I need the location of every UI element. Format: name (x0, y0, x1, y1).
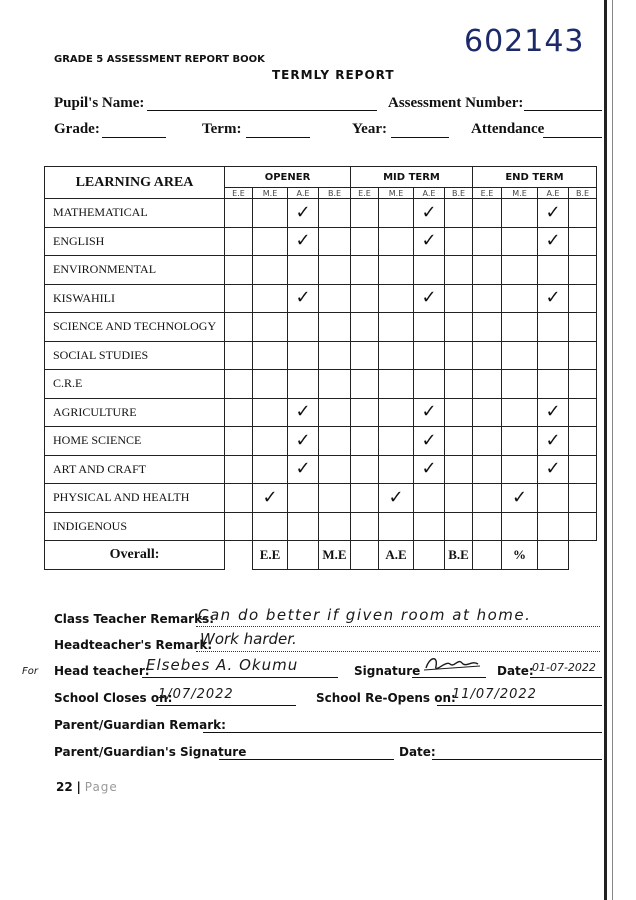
grade-cell[interactable] (225, 313, 253, 342)
grade-cell[interactable] (253, 256, 288, 285)
level-header-1-1: M.E (379, 188, 414, 199)
grade-cell[interactable] (538, 370, 569, 399)
grade-cell[interactable] (253, 398, 288, 427)
grade-cell[interactable] (569, 199, 597, 228)
grade-cell[interactable] (445, 227, 473, 256)
check-mark-icon: ✓ (421, 401, 437, 423)
grade-cell[interactable] (288, 284, 319, 313)
overall-row (45, 541, 597, 570)
grade-cell[interactable] (351, 484, 379, 513)
attendance-field[interactable] (543, 137, 602, 138)
grade-cell[interactable] (569, 341, 597, 370)
grade-cell[interactable] (414, 199, 445, 228)
grade-cell[interactable] (473, 199, 502, 228)
headteacher-remark-label: Headteacher's Remark: (54, 638, 213, 652)
grade-cell[interactable] (319, 256, 351, 285)
handwritten-reference-number: 602143 (464, 24, 585, 59)
level-header-1-2: A.E (414, 188, 445, 199)
grade-cell[interactable] (473, 427, 502, 456)
learning-area-name: AGRICULTURE (45, 398, 225, 427)
overall-me-box[interactable] (351, 541, 379, 570)
learning-area-name: KISWAHILI (45, 284, 225, 313)
grade-cell[interactable] (225, 455, 253, 484)
grade-cell[interactable] (319, 284, 351, 313)
grade-cell[interactable] (445, 484, 473, 513)
grade-cell[interactable] (502, 370, 538, 399)
grade-cell[interactable] (253, 484, 288, 513)
grade-cell[interactable] (225, 199, 253, 228)
overall-be: B.E (445, 541, 473, 570)
table-row (45, 313, 597, 342)
grade-cell[interactable] (538, 484, 569, 513)
grade-cell[interactable] (538, 284, 569, 313)
parent-date-label: Date: (399, 745, 436, 759)
table-row (45, 227, 597, 256)
grade-cell[interactable] (445, 398, 473, 427)
grade-cell[interactable] (379, 284, 414, 313)
check-mark-icon: ✓ (295, 429, 311, 451)
grade-cell[interactable] (502, 199, 538, 228)
grade-cell[interactable] (538, 341, 569, 370)
grade-cell[interactable] (414, 227, 445, 256)
learning-area-name: ENGLISH (45, 227, 225, 256)
grade-cell[interactable] (379, 512, 414, 541)
grade-cell[interactable] (414, 398, 445, 427)
grade-cell[interactable] (473, 227, 502, 256)
opener-header: OPENER (225, 167, 351, 188)
grade-cell[interactable] (473, 455, 502, 484)
level-header-2-2: A.E (538, 188, 569, 199)
grade-cell[interactable] (445, 427, 473, 456)
page-word: Page (84, 780, 118, 794)
grade-cell[interactable] (502, 313, 538, 342)
overall-me: M.E (319, 541, 351, 570)
report-title: TERMLY REPORT (272, 68, 395, 82)
grade-cell[interactable] (538, 199, 569, 228)
level-header-0-3: B.E (319, 188, 351, 199)
learning-area-name: C.R.E (45, 370, 225, 399)
grade-cell[interactable] (379, 484, 414, 513)
check-mark-icon: ✓ (421, 201, 437, 223)
grade-cell[interactable] (538, 427, 569, 456)
grade-cell[interactable] (351, 341, 379, 370)
grade-cell[interactable] (414, 484, 445, 513)
grade-cell[interactable] (319, 227, 351, 256)
grade-field[interactable] (102, 137, 166, 138)
term-field[interactable] (246, 137, 310, 138)
learning-area-name: PHYSICAL AND HEALTH (45, 484, 225, 513)
grade-cell[interactable] (379, 455, 414, 484)
overall-ae-box[interactable] (414, 541, 445, 570)
check-mark-icon: ✓ (295, 401, 311, 423)
level-header-1-0: E.E (351, 188, 379, 199)
overall-ae: A.E (379, 541, 414, 570)
signature-mark (422, 654, 482, 676)
overall-ee: E.E (253, 541, 288, 570)
head-teacher-label: Head teacher: (54, 664, 150, 678)
grade-cell[interactable] (351, 370, 379, 399)
grade-cell[interactable] (379, 370, 414, 399)
grade-cell[interactable] (319, 199, 351, 228)
grade-cell[interactable] (351, 398, 379, 427)
grade-cell[interactable] (414, 313, 445, 342)
date-line (530, 677, 602, 678)
check-mark-icon: ✓ (295, 287, 311, 309)
check-mark-icon: ✓ (421, 230, 437, 252)
level-header-2-0: E.E (473, 188, 502, 199)
grade-cell[interactable] (351, 313, 379, 342)
grade-cell[interactable] (351, 427, 379, 456)
learning-area-header: LEARNING AREA (45, 167, 225, 199)
grade-cell[interactable] (379, 427, 414, 456)
date-value[interactable]: 01-07-2022 (532, 661, 596, 674)
grade-cell[interactable] (473, 398, 502, 427)
grade-cell[interactable] (225, 484, 253, 513)
year-label: Year: (352, 121, 387, 137)
page-edge (604, 0, 607, 900)
grade-cell[interactable] (538, 256, 569, 285)
overall-label: Overall: (45, 541, 225, 570)
end-term-header: END TERM (473, 167, 597, 188)
assessment-number-field[interactable] (524, 110, 602, 111)
table-row (45, 427, 597, 456)
grade-cell[interactable] (445, 199, 473, 228)
grade-cell[interactable] (225, 427, 253, 456)
overall-percent: % (502, 541, 538, 570)
book-title: GRADE 5 ASSESSMENT REPORT BOOK (54, 54, 265, 65)
grade-cell[interactable] (288, 313, 319, 342)
parent-signature-label: Parent/Guardian's Signature (54, 745, 247, 759)
grade-cell[interactable] (538, 512, 569, 541)
grade-cell[interactable] (414, 256, 445, 285)
check-mark-icon: ✓ (295, 230, 311, 252)
grade-cell[interactable] (473, 512, 502, 541)
grade-cell[interactable] (319, 512, 351, 541)
pupil-name-field[interactable] (147, 110, 377, 111)
class-teacher-remarks-value[interactable]: Can do better if given room at home. (198, 606, 532, 624)
school-reopens-value[interactable]: 11/07/2022 (452, 687, 537, 702)
attendance-label: Attendance (471, 121, 545, 137)
grade-cell[interactable] (351, 227, 379, 256)
check-mark-icon: ✓ (511, 486, 528, 508)
check-mark-icon: ✓ (295, 458, 311, 480)
grade-cell[interactable] (569, 512, 597, 541)
grade-cell[interactable] (502, 455, 538, 484)
grade-cell[interactable] (288, 256, 319, 285)
page-footer (56, 780, 118, 794)
grade-cell[interactable] (253, 455, 288, 484)
grade-cell[interactable] (319, 370, 351, 399)
parent-date-field[interactable] (432, 759, 602, 760)
learning-area-name: SOCIAL STUDIES (45, 341, 225, 370)
grade-cell[interactable] (379, 398, 414, 427)
signature-line (412, 677, 486, 678)
grade-cell[interactable] (253, 313, 288, 342)
head-teacher-name[interactable]: Elsebes A. Okumu (146, 656, 299, 674)
overall-be-box[interactable] (473, 541, 502, 570)
grade-cell[interactable] (502, 256, 538, 285)
check-mark-icon: ✓ (545, 429, 561, 451)
parent-signature-field[interactable] (219, 759, 394, 760)
grade-cell[interactable] (502, 227, 538, 256)
grade-cell[interactable] (225, 227, 253, 256)
grade-cell[interactable] (538, 398, 569, 427)
overall-percent-box[interactable] (538, 541, 569, 570)
grade-cell[interactable] (225, 398, 253, 427)
signature-label: Signature (354, 664, 421, 678)
grade-cell[interactable] (473, 313, 502, 342)
grade-cell[interactable] (379, 199, 414, 228)
learning-area-name: INDIGENOUS (45, 512, 225, 541)
grade-cell[interactable] (351, 512, 379, 541)
grade-cell[interactable] (502, 512, 538, 541)
learning-area-name: ENVIRONMENTAL (45, 256, 225, 285)
grade-cell[interactable] (253, 227, 288, 256)
school-closes-value[interactable]: 1/07/2022 (158, 687, 234, 702)
term-label: Term: (202, 121, 242, 137)
grade-cell[interactable] (351, 199, 379, 228)
parent-remark-label: Parent/Guardian Remark: (54, 718, 226, 732)
school-closes-line (156, 705, 296, 706)
grade-cell[interactable] (319, 455, 351, 484)
grade-cell[interactable] (288, 227, 319, 256)
grade-cell[interactable] (288, 341, 319, 370)
grade-cell[interactable] (225, 370, 253, 399)
check-mark-icon: ✓ (545, 230, 561, 252)
grade-cell[interactable] (351, 284, 379, 313)
class-teacher-remarks-label: Class Teacher Remarks: (54, 612, 215, 626)
grade-cell[interactable] (445, 370, 473, 399)
headteacher-remark-value[interactable]: Work harder. (200, 630, 297, 648)
grade-cell[interactable] (288, 427, 319, 456)
parent-remark-field[interactable] (203, 732, 602, 733)
table-row (45, 256, 597, 285)
table-row (45, 284, 597, 313)
grade-cell[interactable] (569, 484, 597, 513)
grade-cell[interactable] (225, 256, 253, 285)
grade-cell[interactable] (225, 341, 253, 370)
grade-cell[interactable] (445, 313, 473, 342)
grade-cell[interactable] (538, 227, 569, 256)
check-mark-icon: ✓ (388, 486, 404, 508)
grade-cell[interactable] (288, 512, 319, 541)
level-header-2-1: M.E (502, 188, 538, 199)
table-row (45, 370, 597, 399)
level-header-0-1: M.E (253, 188, 288, 199)
grade-cell[interactable] (414, 370, 445, 399)
class-teacher-remarks-line (196, 626, 600, 627)
grade-cell[interactable] (569, 313, 597, 342)
grade-cell[interactable] (379, 313, 414, 342)
grade-cell[interactable] (253, 427, 288, 456)
check-mark-icon: ✓ (421, 429, 437, 451)
table-row (45, 341, 597, 370)
grade-cell[interactable] (473, 484, 502, 513)
year-field[interactable] (391, 137, 449, 138)
headteacher-remark-line (196, 651, 600, 652)
grade-cell[interactable] (473, 284, 502, 313)
table-row (45, 199, 597, 228)
grade-cell[interactable] (502, 398, 538, 427)
grade-cell[interactable] (414, 455, 445, 484)
grade-cell[interactable] (569, 398, 597, 427)
grade-cell[interactable] (225, 284, 253, 313)
grade-cell[interactable] (253, 199, 288, 228)
page-separator: | (76, 780, 81, 794)
grade-cell[interactable] (538, 313, 569, 342)
head-teacher-line (142, 677, 338, 678)
table-row (45, 484, 597, 513)
level-header-0-2: A.E (288, 188, 319, 199)
page-number: 22 (56, 780, 73, 794)
grade-cell[interactable] (225, 512, 253, 541)
grade-cell[interactable] (319, 313, 351, 342)
check-mark-icon: ✓ (545, 201, 561, 223)
grade-cell[interactable] (569, 455, 597, 484)
check-mark-icon: ✓ (262, 486, 278, 508)
learning-area-name: HOME SCIENCE (45, 427, 225, 456)
level-header-2-3: B.E (569, 188, 597, 199)
grade-cell[interactable] (319, 398, 351, 427)
grade-cell[interactable] (502, 284, 538, 313)
table-row (45, 398, 597, 427)
level-header-1-3: B.E (445, 188, 473, 199)
grade-cell[interactable] (502, 427, 538, 456)
learning-area-name: MATHEMATICAL (45, 199, 225, 228)
grade-cell[interactable] (569, 256, 597, 285)
mid-term-header: MID TERM (351, 167, 473, 188)
check-mark-icon: ✓ (295, 201, 311, 223)
grade-cell[interactable] (414, 427, 445, 456)
check-mark-icon: ✓ (545, 287, 561, 309)
grade-cell[interactable] (473, 341, 502, 370)
grade-cell[interactable] (379, 227, 414, 256)
pupil-name-label: Pupil's Name: (54, 95, 145, 111)
grade-cell[interactable] (288, 484, 319, 513)
grade-cell[interactable] (445, 455, 473, 484)
grade-cell[interactable] (445, 341, 473, 370)
school-reopens-label: School Re-Opens on: (316, 691, 456, 705)
level-header-0-0: E.E (225, 188, 253, 199)
page-edge-shadow (612, 0, 613, 900)
grade-cell[interactable] (288, 199, 319, 228)
grade-cell[interactable] (414, 341, 445, 370)
grade-cell[interactable] (319, 427, 351, 456)
table-row (45, 455, 597, 484)
grade-cell[interactable] (288, 398, 319, 427)
grade-cell[interactable] (569, 284, 597, 313)
grade-cell[interactable] (502, 484, 538, 513)
check-mark-icon: ✓ (421, 458, 437, 480)
grade-cell[interactable] (253, 370, 288, 399)
grade-cell[interactable] (319, 484, 351, 513)
learning-area-name: ART AND CRAFT (45, 455, 225, 484)
grade-cell[interactable] (569, 427, 597, 456)
grade-cell[interactable] (288, 370, 319, 399)
check-mark-icon: ✓ (545, 401, 561, 423)
grade-cell[interactable] (288, 455, 319, 484)
grade-cell[interactable] (473, 256, 502, 285)
grade-cell[interactable] (319, 341, 351, 370)
grade-cell[interactable] (445, 512, 473, 541)
for-prefix: For (22, 666, 38, 677)
school-closes-label: School Closes on: (54, 691, 173, 705)
grade-cell[interactable] (351, 256, 379, 285)
grade-cell[interactable] (253, 284, 288, 313)
grade-cell[interactable] (538, 455, 569, 484)
grade-cell[interactable] (351, 455, 379, 484)
grade-cell[interactable] (379, 256, 414, 285)
grade-cell[interactable] (253, 341, 288, 370)
grade-cell[interactable] (502, 341, 538, 370)
assessment-table (44, 166, 597, 570)
grade-cell[interactable] (569, 370, 597, 399)
grade-cell[interactable] (445, 284, 473, 313)
grade-cell[interactable] (414, 512, 445, 541)
school-reopens-line (437, 705, 602, 706)
check-mark-icon: ✓ (545, 458, 561, 480)
grade-cell[interactable] (473, 370, 502, 399)
grade-cell[interactable] (379, 341, 414, 370)
date-label: Date: (497, 664, 534, 678)
check-mark-icon: ✓ (421, 287, 437, 309)
learning-area-name: SCIENCE AND TECHNOLOGY (45, 313, 225, 342)
grade-cell[interactable] (253, 512, 288, 541)
table-row (45, 512, 597, 541)
overall-ee-box[interactable] (288, 541, 319, 570)
grade-cell[interactable] (569, 227, 597, 256)
assessment-number-label: Assessment Number: (388, 95, 524, 111)
grade-cell[interactable] (414, 284, 445, 313)
grade-cell[interactable] (445, 256, 473, 285)
grade-label: Grade: (54, 121, 100, 137)
